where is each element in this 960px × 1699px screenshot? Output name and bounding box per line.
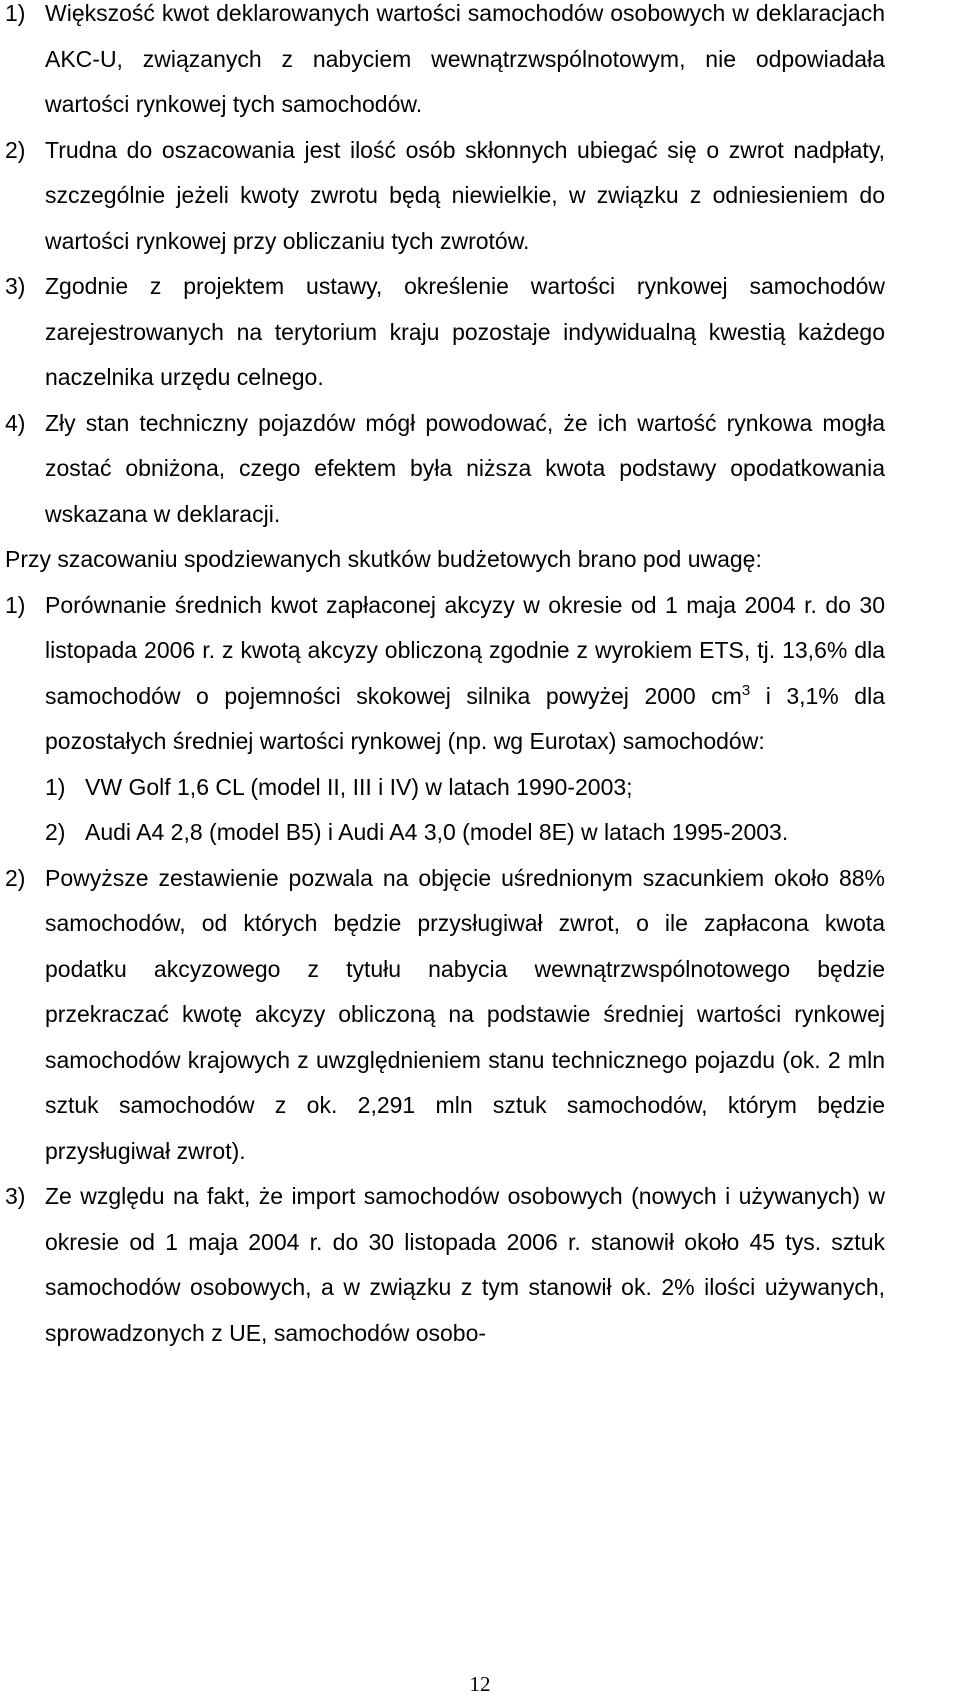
- list-item: [5, 1174, 885, 1356]
- list-item-text: Zgodnie z projektem ustawy, określenie wartości rynkowej samochodów zarejestrowanych na terytorium kraju pozostaje indywidualną kwestią każdego naczelnika urzędu celnego.: [45, 273, 885, 390]
- list-item-number: 4): [5, 409, 26, 436]
- list-item-text: Audi A4 2,8 (model B5) i Audi A4 3,0 (model 8E) w latach 1995-2003.: [85, 819, 789, 845]
- page-number: 12: [469, 1672, 491, 1696]
- list-item-number: 2): [5, 136, 26, 163]
- superscript: 3: [741, 681, 751, 699]
- list-item: [5, 0, 885, 128]
- list-item-number: 3): [5, 273, 26, 299]
- list-item-text: Zły stan techniczny pojazdów mógł powodować, że ich wartość rynkowa mogła zostać obniżona, czego efektem była niższa kwota podstawy opodatkowania wskazana w deklaracji.: [45, 409, 885, 527]
- list-item-number: 1): [5, 0, 26, 26]
- list-item: [5, 583, 885, 765]
- list-item-text: Trudna do oszacowania jest ilość osób skłonnych ubiegać się o zwrot nadpłaty, szczególnie jeżeli kwoty zwrotu będą niewielkie, w związku z odniesieniem do wartości rynkowej przy obliczaniu tych zwrotów.: [45, 136, 885, 254]
- sub-list-item: [45, 810, 885, 856]
- list-item: [5, 264, 885, 401]
- list-item: [5, 856, 885, 1175]
- text-segment: Porównanie średnich kwot zapłaconej akcyzy w okresie od 1 maja 2004 r. do 30 listopada 2006 r. z kwotą akcyzy obliczoną zgodnie z wyrokiem ETS, tj. 13,6% dla samochodów o pojemności skokowej silnika powyżej 2000 cm: [45, 591, 885, 709]
- document-body: [5, 0, 885, 1356]
- list-item-text: [5, 583, 885, 765]
- list-item-text: VW Golf 1,6 CL (model II, III i IV) w latach 1990-2003;: [85, 773, 633, 800]
- list-item-text: Ze względu na fakt, że import samochodów osobowych (nowych i używanych) w okresie od 1 maja 2004 r. do 30 listopada 2006 r. stanowił około 45 tys. sztuk samochodów osobowych, a w związku z tym stanowił ok. 2% ilości używanych, sprowadzonych z UE, samochodów osobo-: [45, 1183, 885, 1346]
- sub-list-item: [45, 765, 885, 811]
- list-item-number: 1): [45, 773, 66, 800]
- list-item-number: 2): [5, 864, 26, 891]
- text-segment: i 3,1% dla pozostałych średniej wartości rynkowej (np. wg Eurotax) samochodów:: [45, 682, 885, 754]
- list-item: [5, 128, 885, 265]
- list-item-number: 2): [45, 819, 66, 845]
- intro-paragraph: Przy szacowaniu spodziewanych skutków budżetowych brano pod uwagę:: [5, 546, 762, 572]
- list-item-text: Powyższe zestawienie pozwala na objęcie uśrednionym szacunkiem około 88% samochodów, od których będzie przysługiwał zwrot, o ile zapłacona kwota podatku akcyzowego z tytułu nabycia wewnątrzwspólnotowego będzie przekraczać kwotę akcyzy obliczoną na podstawie średniej wartości rynkowej samochodów krajowych z uwzględnieniem stanu technicznego pojazdu (ok. 2 mln sztuk samochodów z ok. 2,291 mln sztuk samochodów, którym będzie przysługiwał zwrot).: [45, 864, 885, 1164]
- list-item-text: Większość kwot deklarowanych wartości samochodów osobowych w deklaracjach AKC-U, związanych z nabyciem wewnątrzwspólnotowym, nie odpowiadała wartości rynkowej tych samochodów.: [45, 0, 885, 117]
- list-item-number: 1): [5, 591, 26, 618]
- list-item-number: 3): [5, 1183, 26, 1209]
- list-item: [5, 401, 885, 538]
